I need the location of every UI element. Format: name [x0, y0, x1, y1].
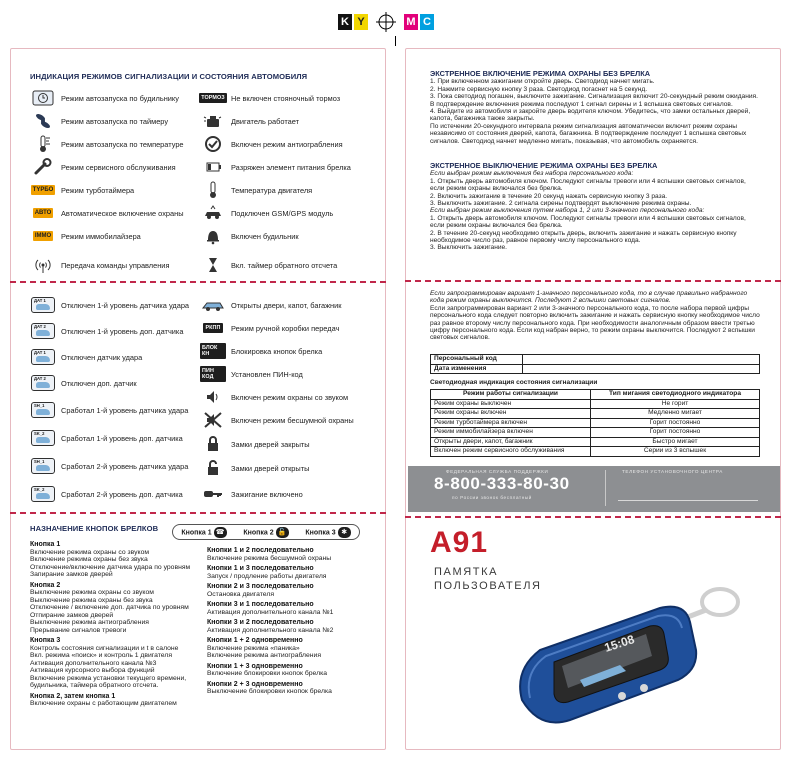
extra-sensor-icon: ДАТ 2	[30, 322, 56, 340]
table-row: Режим иммобилайзера включен Горит постоянно	[431, 428, 760, 438]
mode-label: Двигатель работает	[231, 116, 299, 126]
status-label: Замки дверей закрыты	[231, 439, 310, 449]
led-indication-table	[430, 389, 760, 457]
status-label: Режим ручной коробки передач	[231, 323, 340, 333]
mode-row-gsm	[200, 203, 333, 223]
alarm-clock-icon	[30, 89, 56, 107]
sensor-row	[30, 428, 183, 448]
mode-row-engine	[200, 111, 299, 131]
button-group: Кнопки 1 + 3 одновременно Включение блокировки кнопок брелка	[207, 662, 327, 677]
sensor-label: Отключен доп. датчик	[61, 378, 137, 388]
section-divider	[10, 512, 386, 514]
registration-target-icon	[376, 12, 396, 32]
button-group: Кнопки 3 и 2 последовательно Активация дополнительного канала №2	[207, 619, 334, 634]
status-label: Включен режим бесшумной охраны	[231, 415, 354, 425]
mode-label: Вкл. таймер обратного отсчета	[231, 260, 338, 270]
table-row: Персональный код	[431, 355, 760, 365]
mode-label: Автоматическое включение охраны	[61, 208, 184, 218]
shock-sensor-icon: ДАТ 1	[30, 296, 56, 314]
key-fob-body	[520, 607, 696, 723]
gsm-gps-icon	[200, 204, 226, 222]
mode-row-service	[30, 157, 176, 177]
sensor-label: Сработал 2-й уровень доп. датчика	[61, 489, 183, 499]
emergency-off-section: ЭКСТРЕННОЕ ВЫКЛЮЧЕНИЕ РЕЖИМА ОХРАНЫ БЕЗ БРЕЛКА Если выбран режим выключения без набора персонального кода: 1. Открыть дверь автомобиля ключом. Последуют сигналы тревоги или 4 вспышки световых сигналов, если режим охраны включался без брелка. 2. Включить зажигание в течение 20 секунд нажать сервисную кнопку 3 раза. 3. Выключить зажигание. 2 сигнала сирены подтвердят выключение режима охраны. Если выбран режим выключения путем набора 1, 2 или 3-значного персонального кода: 1. Открыть дверь автомобиля ключом. Последуют сигналы тревоги или 4 вспышки световых сигналов, если режим охраны включался без брелка. 2. В течение 20-секунд необходимо открыть дверь, включить зажигание и нажать сервисную кнопку необходимое число раз, равное первому числу персонального кода. 3. Выключить зажигание.	[430, 162, 760, 252]
mode-label: Температура двигателя	[231, 185, 313, 195]
sensor-label: Отключен 1-й уровень доп. датчика	[61, 326, 184, 336]
band-divider	[605, 470, 606, 506]
mode-row-engine-temp	[200, 180, 312, 200]
install-center-field	[618, 500, 758, 501]
status-row	[200, 295, 341, 315]
star-key-icon: ✱	[338, 527, 351, 538]
sensor-row	[30, 295, 189, 315]
antenna-icon	[30, 256, 56, 274]
bell-icon	[200, 227, 226, 245]
mode-row-alarm-clock	[30, 88, 179, 108]
mode-row-timer	[30, 111, 168, 131]
hourglass-icon	[200, 256, 226, 274]
mode-label: Режим автозапуска по будильнику	[61, 93, 179, 103]
mode-label: Режим иммобилайзера	[61, 231, 141, 241]
cmyk-m-swatch: M	[404, 14, 418, 30]
section-divider	[405, 280, 781, 282]
sensor2-alarm-icon: SK_2	[30, 429, 56, 447]
mode-row-turbo	[30, 180, 134, 200]
immo-icon: IMMO	[34, 233, 52, 239]
status-label: Замки дверей открыты	[231, 463, 310, 473]
status-row	[200, 341, 322, 361]
keyring-icon	[680, 589, 738, 620]
personal-code-value	[523, 355, 760, 365]
buttons-column-1	[30, 541, 205, 711]
car-open-icon	[200, 296, 226, 314]
sensor1-level2-icon: SH_1	[30, 457, 56, 475]
install-center-caption: ТЕЛЕФОН УСТАНОВОЧНОГО ЦЕНТРА	[622, 469, 723, 474]
status-label: Открыты двери, капот, багажник	[231, 300, 342, 310]
buttons-section-title: НАЗНАЧЕНИЕ КНОПОК БРЕЛКОВ	[30, 524, 159, 533]
ignition-key-icon	[200, 485, 226, 503]
modes-section-title: ИНДИКАЦИЯ РЕЖИМОВ СИГНАЛИЗАЦИИ И СОСТОЯНИЯ АВТОМОБИЛЯ	[30, 72, 308, 81]
manual-gearbox-icon: РКПП	[205, 325, 221, 331]
sensor2-level2-icon: SK_2	[30, 485, 56, 503]
status-row	[200, 318, 339, 338]
table-row: Режим турботаймера включен Горит постоянно	[431, 418, 760, 428]
engine-running-icon	[200, 112, 226, 130]
status-label: Зажигание включено	[231, 489, 303, 499]
parking-brake-icon: ТОРМОЗ	[201, 95, 225, 101]
key-legend-2: Кнопка 2 🔓	[243, 527, 288, 538]
table-row: Режим охраны включен Медленно мигает	[431, 409, 760, 419]
mode-label: Включен будильник	[231, 231, 299, 241]
cmyk-k-swatch: K	[338, 14, 352, 30]
sensor-label: Отключен 1-й уровень датчика удара	[61, 300, 190, 310]
sound-on-icon	[200, 388, 226, 406]
personal-code-table	[430, 354, 760, 374]
fob-button-icon	[618, 692, 626, 700]
key-legend	[172, 524, 360, 540]
shock-sensor-off-icon: ДАТ 1	[30, 348, 56, 366]
mode-row-transmit	[30, 255, 169, 275]
mode-label: Режим сервисного обслуживания	[61, 162, 176, 172]
mode-label: Режим автозапуска по таймеру	[61, 116, 169, 126]
section-divider	[10, 281, 386, 283]
button-group: Кнопка 3 Контроль состояния сигнализации и t в салоне Вкл. режима «поиск» и контроль 1 двигателя Активация дополнительного канала №3 Активация курсорного выбора функций Включение режима установки текущего времени, будильника, таймера обратного отсчета.	[30, 637, 187, 689]
status-label: Установлен ПИН-код	[231, 369, 303, 379]
fan-icon	[30, 112, 56, 130]
sensor-row	[30, 321, 183, 341]
key-fob-illustration	[510, 580, 775, 740]
key-legend-1: Кнопка 1 ☎	[181, 527, 226, 538]
mode-label: Режим автозапуска по температуре	[61, 139, 184, 149]
key-legend-3: Кнопка 3 ✱	[305, 527, 350, 538]
emergency-off-title: ЭКСТРЕННОЕ ВЫКЛЮЧЕНИЕ РЕЖИМА ОХРАНЫ БЕЗ БРЕЛКА	[430, 161, 658, 170]
status-row	[200, 410, 354, 430]
status-label: Блокировка кнопок брелка	[231, 346, 323, 356]
sensor-row	[30, 400, 188, 420]
battery-low-icon	[200, 158, 226, 176]
led-section-title: Светодиодная индикация состояния сигнализации	[430, 379, 598, 386]
wrench-icon	[30, 158, 56, 176]
button-group: Кнопки 3 и 1 последовательно Активация дополнительного канала №1	[207, 601, 334, 616]
cover-subtitle-line2: ПОЛЬЗОВАТЕЛЯ	[434, 580, 542, 592]
mode-row-temperature	[30, 134, 184, 154]
button-group: Кнопки 1 + 2 одновременно Включение режима «паника» Включение режима антиограбления	[207, 637, 322, 659]
button-group: Кнопка 2, затем кнопка 1 Включение охраны с работающим двигателем	[30, 692, 177, 707]
table-row: Дата изменения	[431, 364, 760, 374]
code-notes: Если запрограммирован вариант 1-значного персонального кода, то в случае правильно набранного кода режим охраны выключится. Последуют 2 вспышки световых сигналов. Если запрограммирован вариант 2 или 3-значного персонального кода, то после набора первой цифры персонального кода следует повторно включить зажигание и нажать сервисную кнопку необходимое число раз равное второму числу персонального кода. При необходимости аналогичным образом ввести третью цифру персонального кода. Если код набран верно, то режим охраны выключится. Последуют 2 вспышки световых сигналов.	[430, 290, 760, 342]
status-row	[200, 364, 303, 384]
mode-row-countdown	[200, 255, 337, 275]
button-group: Кнопки 1 и 3 последовательно Запуск / продление работы двигателя	[207, 565, 327, 580]
cmyk-c-swatch: C	[420, 14, 434, 30]
mode-label: Передача команды управления	[61, 260, 170, 270]
unlock-key-icon: 🔓	[276, 527, 289, 538]
mode-row-battery	[200, 157, 351, 177]
engine-temperature-icon	[200, 181, 226, 199]
turbo-icon: TYPБO	[32, 187, 54, 193]
emergency-on-section: ЭКСТРЕННОЕ ВКЛЮЧЕНИЕ РЕЖИМА ОХРАНЫ БЕЗ БРЕЛКА 1. При включенном зажигании откройте дверь. Светодиод начнет мигать. 2. Нажмите сервисную кнопку 3 раза. Светодиод погаснет на 5 секунд. 3. Пока светодиод погашен, выключите зажигание. Сигнализация включит 20-секундный режим ожидания. В подтверждение включения режима последуют 1 сигнал сирены и 1 вспышка световых сигналов. 4. Выйдите из автомобиля и закройте дверь водителя ключом. Убедитесь, что замки остальных дверей, капота, багажника также закрыты. По истечении 20-секундного интервала режим сигнализация автоматически включит режим охраны независимо от состояния дверей, капота, багажника. В подтверждение последует 1 вспышка световых сигналов. Светодиод начнет медленно мигать, показывая, что автомобиль охраняется.	[430, 70, 760, 145]
auto-icon: АВТО	[34, 210, 52, 216]
print-registration-marks	[0, 14, 790, 34]
button-group: Кнопки 1 и 2 последовательно Включение режима бесшумной охраны	[207, 547, 332, 562]
lock-closed-icon	[200, 435, 226, 453]
button-group: Кнопка 1 Включение режима охраны со звуком Включение режима охраны без звука Отключение/включение датчика удара по уровням Запирание замков дверей	[30, 541, 191, 578]
fob-display-time: 15:08	[602, 632, 637, 655]
antirobbery-icon	[200, 135, 226, 153]
change-date-value	[523, 364, 760, 374]
extra-sensor-off-icon: ДАТ 2	[30, 374, 56, 392]
status-row	[200, 484, 303, 504]
status-row	[200, 387, 348, 407]
button-group: Кнопка 2 Выключение режима охраны со звуком Выключение режима охраны без звука Отключение / включение доп. датчика по уровням Отпирание замков дверей Выключение режима антиограбления Прерывание сигналов тревоги	[30, 581, 189, 634]
emergency-on-title: ЭКСТРЕННОЕ ВКЛЮЧЕНИЕ РЕЖИМА ОХРАНЫ БЕЗ БРЕЛКА	[430, 69, 651, 78]
buttons-column-2	[207, 547, 382, 699]
sensor-row	[30, 373, 137, 393]
lock-open-icon	[200, 459, 226, 477]
button-group: Кнопки 2 и 3 последовательно Остановка двигателя	[207, 583, 314, 598]
sensor-label: Отключен датчик удара	[61, 352, 143, 362]
sensor-label: Сработал 2-й уровень датчика удара	[61, 461, 189, 471]
cmyk-y-swatch: Y	[354, 14, 368, 30]
mode-label: Режим турботаймера	[61, 185, 135, 195]
fold-mark	[395, 36, 396, 46]
mode-row-parking-brake	[200, 88, 340, 108]
mode-label: Не включен стояночный тормоз	[231, 93, 341, 103]
sensor1-alarm-icon: SH_1	[30, 401, 56, 419]
sensor-label: Сработал 1-й уровень датчика удара	[61, 405, 189, 415]
pin-icon: ПИН КОД	[200, 365, 226, 383]
status-label: Включен режим охраны со звуком	[231, 392, 349, 402]
mode-label: Разряжен элемент питания брелка	[231, 162, 351, 172]
mode-row-immo	[30, 226, 141, 246]
support-free-note: по России звонок бесплатный	[452, 495, 532, 500]
support-caption: ФЕДЕРАЛЬНАЯ СЛУЖБА ПОДДЕРЖКИ	[446, 469, 549, 474]
phone-key-icon: ☎	[214, 527, 227, 538]
fob-button-icon	[640, 684, 648, 692]
cover-subtitle-line1: ПАМЯТКА	[434, 566, 499, 578]
sensor-row	[30, 484, 183, 504]
thermometer-icon	[30, 135, 56, 153]
sensor-row	[30, 347, 142, 367]
status-row	[200, 458, 309, 478]
mode-row-antirobbery	[200, 134, 343, 154]
table-row: Режим охраны выключен Не горит	[431, 399, 760, 409]
sensor-row	[30, 456, 188, 476]
mode-row-bell	[200, 226, 299, 246]
mode-label: Подключен GSM/GPS модуль	[231, 208, 334, 218]
table-row: Открыты двери, капот, багажник Быстро мигает	[431, 437, 760, 447]
keylock-icon: БЛОК КН	[200, 342, 226, 360]
section-divider	[405, 516, 781, 518]
mode-label: Включен режим антиограбления	[231, 139, 343, 149]
sensor-label: Сработал 1-й уровень доп. датчика	[61, 433, 183, 443]
support-phone: 8-800-333-80-30	[434, 474, 570, 493]
button-group: Кнопки 2 + 3 одновременно Выключение блокировки кнопок брелка	[207, 680, 332, 695]
mode-row-auto-arm	[30, 203, 184, 223]
status-row	[200, 434, 310, 454]
silent-icon	[200, 411, 226, 429]
table-header-row: Режим работы сигнализации Тип мигания светодиодного индикатора	[431, 390, 760, 400]
table-row: Включен режим сервисного обслуживания Серии из 3 вспышек	[431, 447, 760, 457]
model-title: A91	[430, 526, 489, 559]
